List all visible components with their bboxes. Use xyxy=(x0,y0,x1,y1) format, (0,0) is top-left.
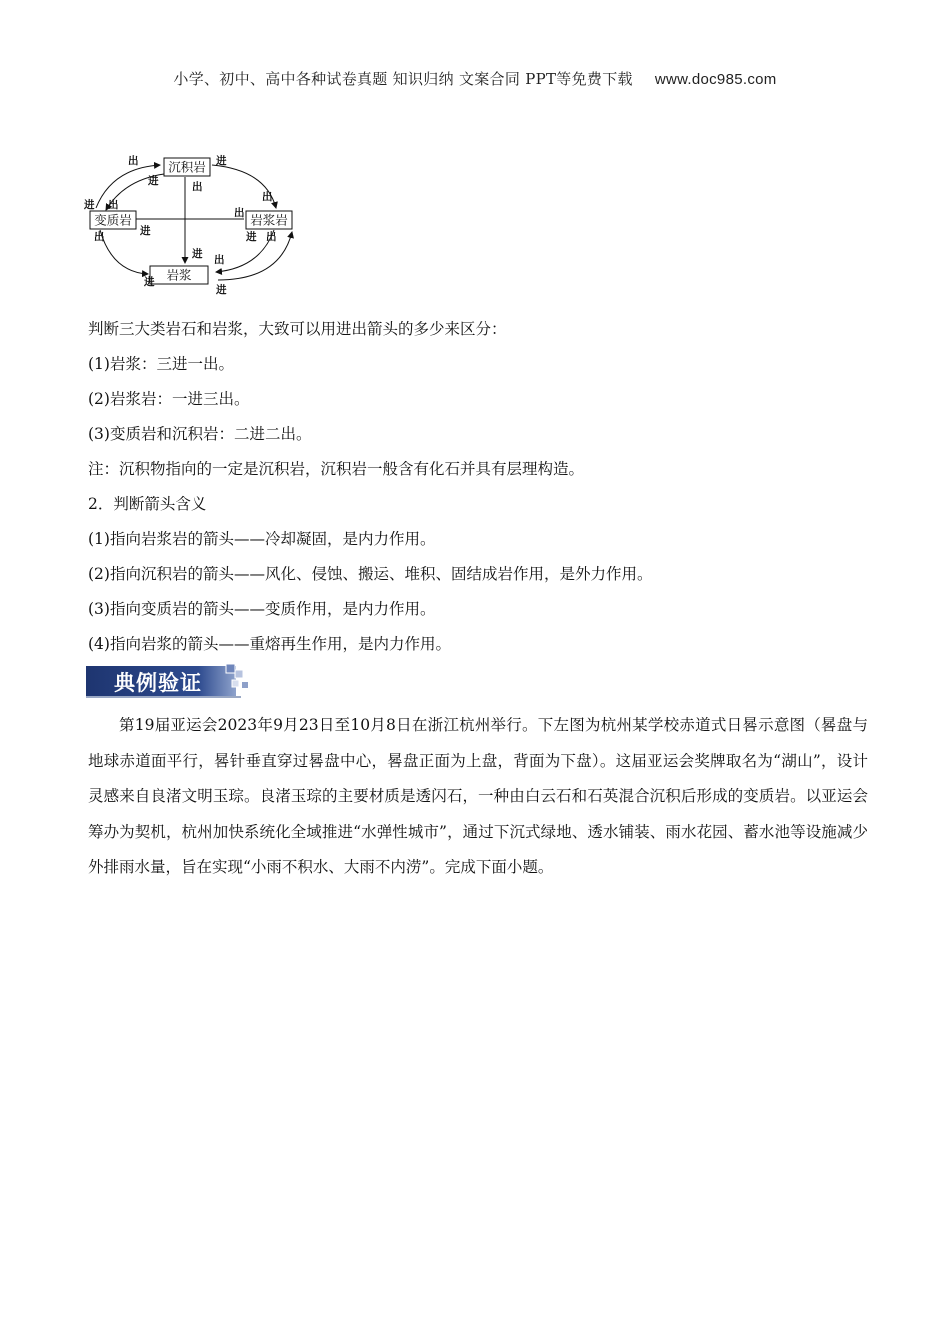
line-arrow-4: (4)指向岩浆的箭头——重熔再生作用，是内力作用。 xyxy=(88,635,451,653)
label-out: 出 xyxy=(108,199,119,211)
line-metamorphic-sedimentary: (3)变质岩和沉积岩：二进二出。 xyxy=(88,425,312,443)
label-out: 出 xyxy=(128,155,139,167)
node-magma: 岩浆 xyxy=(166,267,192,283)
label-in: 进 xyxy=(216,155,227,167)
label-in: 进 xyxy=(148,175,159,187)
label-out: 出 xyxy=(94,231,105,243)
banner-square-icon xyxy=(226,664,235,673)
label-in: 进 xyxy=(246,231,257,243)
label-out: 出 xyxy=(266,231,277,243)
header-text: 小学、初中、高中各种试卷真题 知识归纳 文案合同 PPT等免费下载 xyxy=(173,70,633,88)
label-out: 出 xyxy=(214,254,225,266)
label-in: 进 xyxy=(216,284,227,296)
explanation-list xyxy=(88,312,868,662)
line-igneous: (2)岩浆岩：一进三出。 xyxy=(88,390,250,408)
line-intro: 判断三大类岩石和岩浆，大致可以用进出箭头的多少来区分： xyxy=(88,320,507,338)
line-section-2: 2．判断箭头含义 xyxy=(88,495,207,513)
banner-title: 典例验证 xyxy=(114,671,202,695)
line-arrow-3: (3)指向变质岩的箭头——变质作用，是内力作用。 xyxy=(88,600,436,618)
label-in: 进 xyxy=(84,199,95,211)
page-header xyxy=(0,68,950,89)
line-note: 注：沉积物指向的一定是沉积岩，沉积岩一般含有化石并具有层理构造。 xyxy=(88,460,585,478)
line-arrow-1: (1)指向岩浆岩的箭头——冷却凝固，是内力作用。 xyxy=(88,530,436,548)
label-out: 出 xyxy=(192,181,203,193)
line-arrow-2: (2)指向沉积岩的箭头——风化、侵蚀、搬运、堆积、固结成岩作用，是外力作用。 xyxy=(88,565,653,583)
label-in: 进 xyxy=(140,225,151,237)
node-sedimentary: 沉积岩 xyxy=(168,159,206,175)
label-out: 出 xyxy=(262,191,273,203)
header-site: www.doc985.com xyxy=(654,71,777,88)
label-in: 进 xyxy=(192,248,203,260)
line-magma: (1)岩浆：三进一出。 xyxy=(88,355,234,373)
node-igneous: 岩浆岩 xyxy=(250,212,288,228)
label-in: 进 xyxy=(144,276,155,288)
example-paragraph: 第19届亚运会2023年9月23日至10月8日在浙江杭州举行。下左图为杭州某学校赤道式日晷示意图（晷盘与地球赤道面平行，晷针垂直穿过晷盘中心，晷盘正面为上盘，背面为下盘）。这届亚运会奖牌取名为“湖山”，设计灵感来自良渚文明玉琮。良渚玉琮的主要材质是透闪石，一种由白云石和石英混合沉积后形成的变质岩。以亚运会筹办为契机，杭州加快系统化全域推进“水弹性城市”，通过下沉式绿地、透水铺装、雨水花园、蓄水池等设施减少外排雨水量，旨在实现“小雨不积水、大雨不内涝”。完成下面小题。 xyxy=(88,716,868,876)
label-out: 出 xyxy=(234,207,245,219)
node-metamorphic: 变质岩 xyxy=(94,212,132,228)
example-banner xyxy=(86,662,251,702)
rock-cycle-diagram xyxy=(84,150,314,300)
